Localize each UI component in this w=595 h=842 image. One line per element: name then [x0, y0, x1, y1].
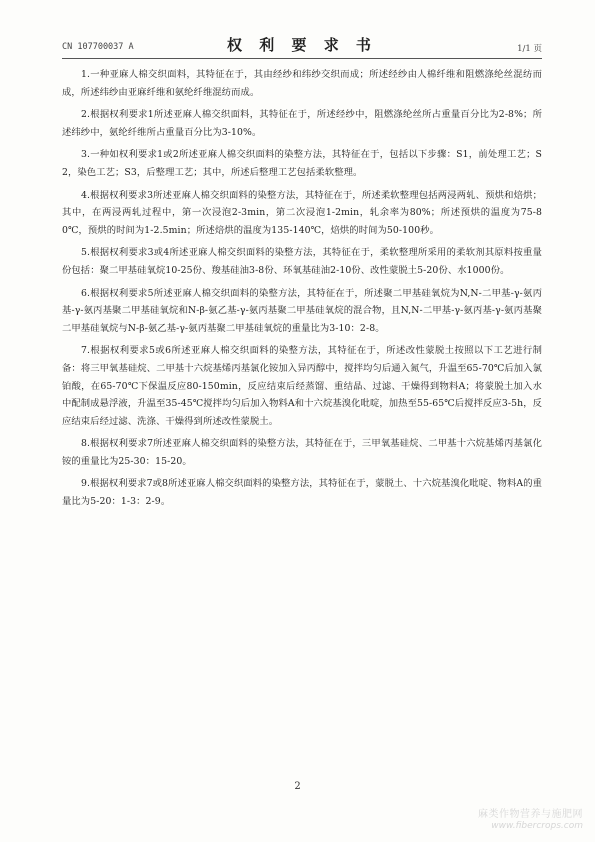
- publication-number: CN 107700037 A: [62, 42, 134, 52]
- document-title: 权 利 要 求 书: [227, 36, 377, 54]
- watermark: [443, 808, 583, 832]
- claim-2: 2.根据权利要求1所述亚麻人棉交织面料，其特征在于，所述经纱中，阻燃涤纶丝所占重量百分比为2-8%；所述纬纱中，氨纶纤维所占重量百分比为3-10%。: [62, 109, 542, 138]
- page-number: 2: [294, 781, 301, 792]
- page-header: [62, 34, 542, 56]
- claim-1: 1.一种亚麻人棉交织面料，其特征在于，其由经纱和纬纱交织而成；所述经纱由人棉纤维和阻燃涤纶丝混纺而成，所述纬纱由亚麻纤维和氨纶纤维混纺而成。: [62, 69, 542, 98]
- claim-4: 4.根据权利要求3所述亚麻人棉交织面料的染整方法，其特征在于，所述柔软整理包括两浸两轧、预烘和焙烘；其中，在两浸两轧过程中，第一次浸泡2-3min，第二次浸泡1-2min，轧余率为80%；所述预烘的温度为75-80℃，预烘的时间为1-2.5min；所述焙烘的温度为135-140℃，焙烘的时间为50-100秒。: [62, 189, 542, 236]
- claim-7: 7.根据权利要求5或6所述亚麻人棉交织面料的染整方法，其特征在于，所述改性蒙脱土按照以下工艺进行制备：将三甲氧基硅烷、二甲基十六烷基烯丙基氯化铵加入异丙醇中，搅拌均匀后通入氮气，升温至65-70℃后加入氯铂酸，在65-70℃下保温反应80-150min，反应结束后经蒸馏、重结晶、过滤、干燥得到物料A；将蒙脱土加入水中配制成悬浮液，升温至35-45℃搅拌均匀后加入物料A和十六烷基溴化吡啶，加热至55-65℃后搅拌反应3-5h，反应结束后经过滤、洗涤、干燥得到所述改性蒙脱土。: [62, 345, 542, 427]
- claim-5: 5.根据权利要求3或4所述亚麻人棉交织面料的染整方法，其特征在于，柔软整理所采用的柔软剂其原料按重量份包括：聚二甲基硅氧烷10-25份、羧基硅油3-8份、环氧基硅油2-10份、改性蒙脱土5-20份、水1000份。: [62, 247, 542, 276]
- claim-3: 3.一种如权利要求1或2所述亚麻人棉交织面料的染整方法，其特征在于，包括以下步骤：S1，前处理工艺；S2，染色工艺；S3，后整理工艺；其中，所述后整理工艺包括柔软整理。: [62, 149, 542, 178]
- claim-8: 8.根据权利要求7所述亚麻人棉交织面料的染整方法，其特征在于，三甲氧基硅烷、二甲基十六烷基烯丙基氯化铵的重量比为25-30：15-20。: [62, 438, 542, 467]
- header-rule: [62, 58, 542, 59]
- watermark-site-name: 麻类作物营养与施肥网: [478, 809, 583, 820]
- claim-9: 9.根据权利要求7或8所述亚麻人棉交织面料的染整方法，其特征在于，蒙脱土、十六烷基溴化吡啶、物料A的重量比为5-20：1-3：2-9。: [62, 478, 542, 508]
- page-label: 1/1 页: [517, 44, 542, 54]
- claim-6: 6.根据权利要求5所述亚麻人棉交织面料的染整方法，其特征在于，所述聚二甲基硅氧烷为N,N-二甲基-γ-氨丙基-γ-氨丙基聚二甲基硅氧烷和N-β-氨乙基-γ-氨丙基聚二甲基硅氧烷的混合物，且N,N-二甲基-γ-氨丙基-γ-氨丙基聚二甲基硅氧烷与N-β-氨乙基-γ-氨丙基聚二甲基硅氧烷的重量比为3-10：2-8。: [62, 287, 542, 334]
- claims-body: [62, 66, 542, 516]
- watermark-url: www.fibercrops.com: [491, 821, 583, 831]
